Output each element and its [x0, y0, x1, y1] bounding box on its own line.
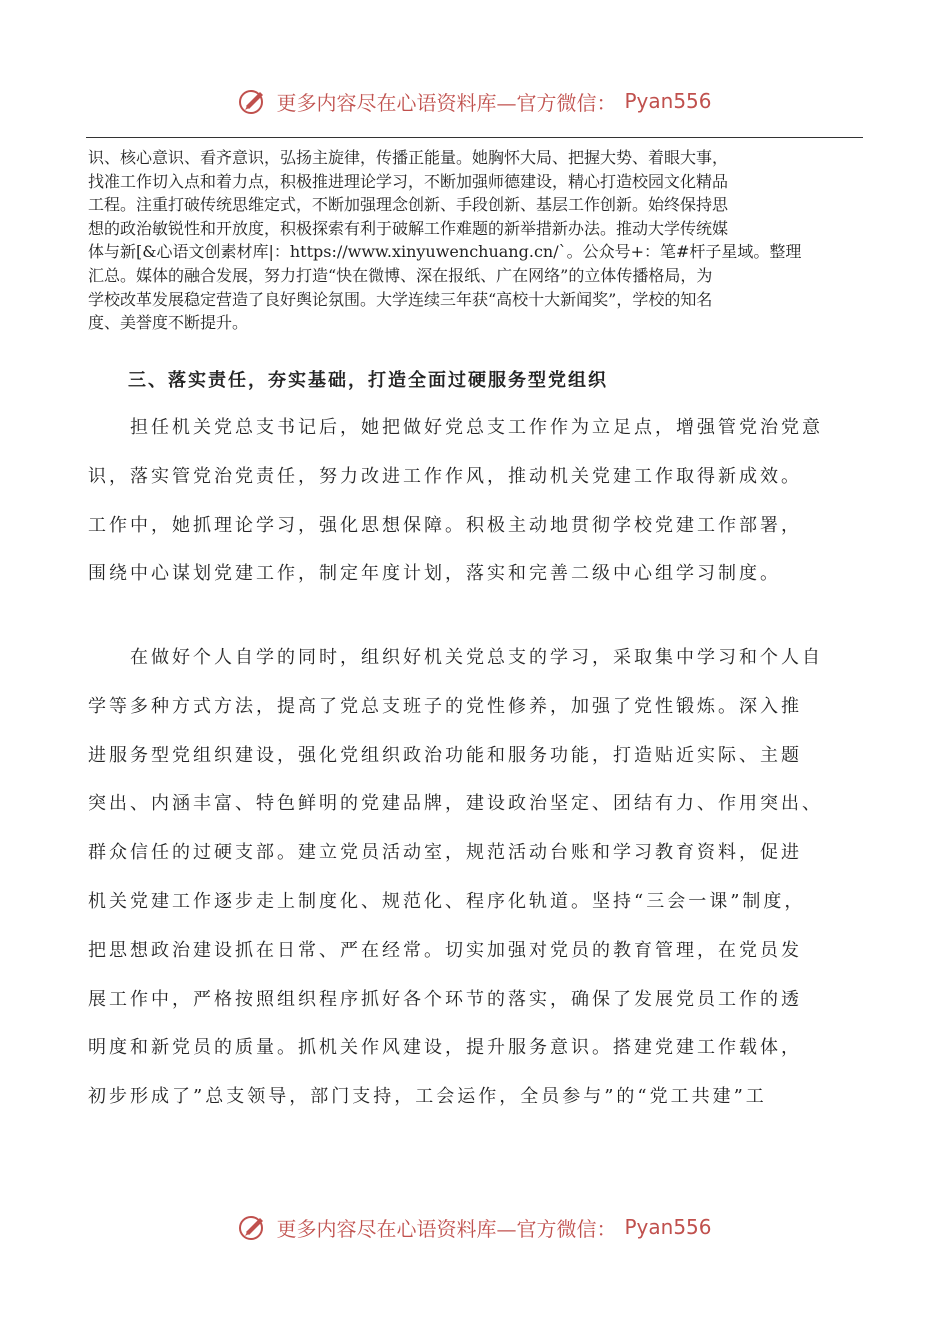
- text-line: 体与新[&心语文创素材库|：https://www.xinyuwenchuang.cn/`。公众号+：笔#杆子星域。整理: [88, 242, 802, 262]
- text-line: 把思想政治建设抓在日常、严在经常。切实加强对党员的教育管理，在党员发: [88, 939, 802, 961]
- text-line: 群众信任的过硬支部。建立党员活动室，规范活动台账和学习教育资料，促进: [88, 842, 802, 864]
- paragraph-continued: [88, 146, 868, 335]
- text-line: 识、核心意识、看齐意识，弘扬主旋律，传播正能量。她胸怀大局、把握大势、着眼大事，: [88, 148, 729, 167]
- footer-brand-text: 更多内容尽在心语资料库—官方微信：: [276, 1216, 617, 1241]
- text-line: 担任机关党总支书记后，她把做好党总支工作作为立足点，增强管党治党意: [88, 417, 823, 438]
- text-line: 进服务型党组织建设，强化党组织政治功能和服务功能，打造贴近实际、主题: [88, 744, 802, 766]
- text-line: 明度和新党员的质量。抓机关作风建设，提升服务意识。搭建党建工作载体，: [88, 1037, 802, 1059]
- text-line: 工程。注重打破传统思维定式，不断加强理念创新、手段创新、基层工作创新。始终保持思: [88, 195, 729, 215]
- text-line: 工作中，她抓理论学习，强化思想保障。积极主动地贯彻学校党建工作部署，: [88, 514, 802, 536]
- footer-wechat-id: Pyan556: [624, 1215, 712, 1239]
- text-line: 想的政治敏锐性和开放度，积极探索有利于破解工作难题的新举措新办法。推动大学传统媒: [88, 218, 729, 238]
- paragraph-1: [88, 404, 888, 599]
- paragraph-2: [88, 634, 888, 1122]
- page-footer: [0, 1212, 950, 1246]
- section-heading: 三、落实责任，夯实基础，打造全面过硬服务型党组织: [128, 370, 608, 391]
- page-header: [0, 86, 950, 120]
- text-line: 识，落实管党治党责任，努力改进工作作风，推动机关党建工作取得新成效。: [88, 465, 802, 487]
- text-line: 初步形成了”总支领导，部门支持，工会运作，全员参与”的“党工共建”工: [88, 1086, 767, 1108]
- text-line: 突出、内涵丰富、特色鲜明的党建品牌，建设政治坚定、团结有力、作用突出、: [88, 793, 823, 815]
- header-brand-text: 更多内容尽在心语资料库—官方微信：: [276, 90, 617, 115]
- text-line: 学校改革发展稳定营造了良好舆论氛围。大学连续三年获“高校十大新闻奖”，学校的知名: [88, 289, 713, 309]
- footer-brand: [238, 1212, 711, 1242]
- pen-ink-logo-icon: [238, 86, 268, 116]
- text-line: 在做好个人自学的同时，组织好机关党总支的学习，采取集中学习和个人自: [88, 647, 823, 668]
- header-brand: [238, 86, 711, 116]
- pen-ink-logo-icon: [238, 1212, 268, 1242]
- text-line: 找准工作切入点和着力点，积极推进理论学习，不断加强师德建设，精心打造校园文化精品: [88, 171, 729, 191]
- header-wechat-id: Pyan556: [624, 89, 712, 113]
- text-line: 机关党建工作逐步走上制度化、规范化、程序化轨道。坚持“三会一课”制度，: [88, 890, 806, 912]
- text-line: 汇总。媒体的融合发展，努力打造“快在微博、深在报纸、广在网络”的立体传播格局，为: [88, 265, 713, 285]
- text-line: 度、美誉度不断提升。: [88, 313, 249, 333]
- header-divider: [86, 137, 863, 138]
- text-line: 围绕中心谋划党建工作，制定年度计划，落实和完善二级中心组学习制度。: [88, 563, 781, 585]
- text-line: 展工作中，严格按照组织程序抓好各个环节的落实，确保了发展党员工作的透: [88, 988, 802, 1010]
- text-line: 学等多种方式方法，提高了党总支班子的党性修养，加强了党性锻炼。深入推: [88, 695, 802, 717]
